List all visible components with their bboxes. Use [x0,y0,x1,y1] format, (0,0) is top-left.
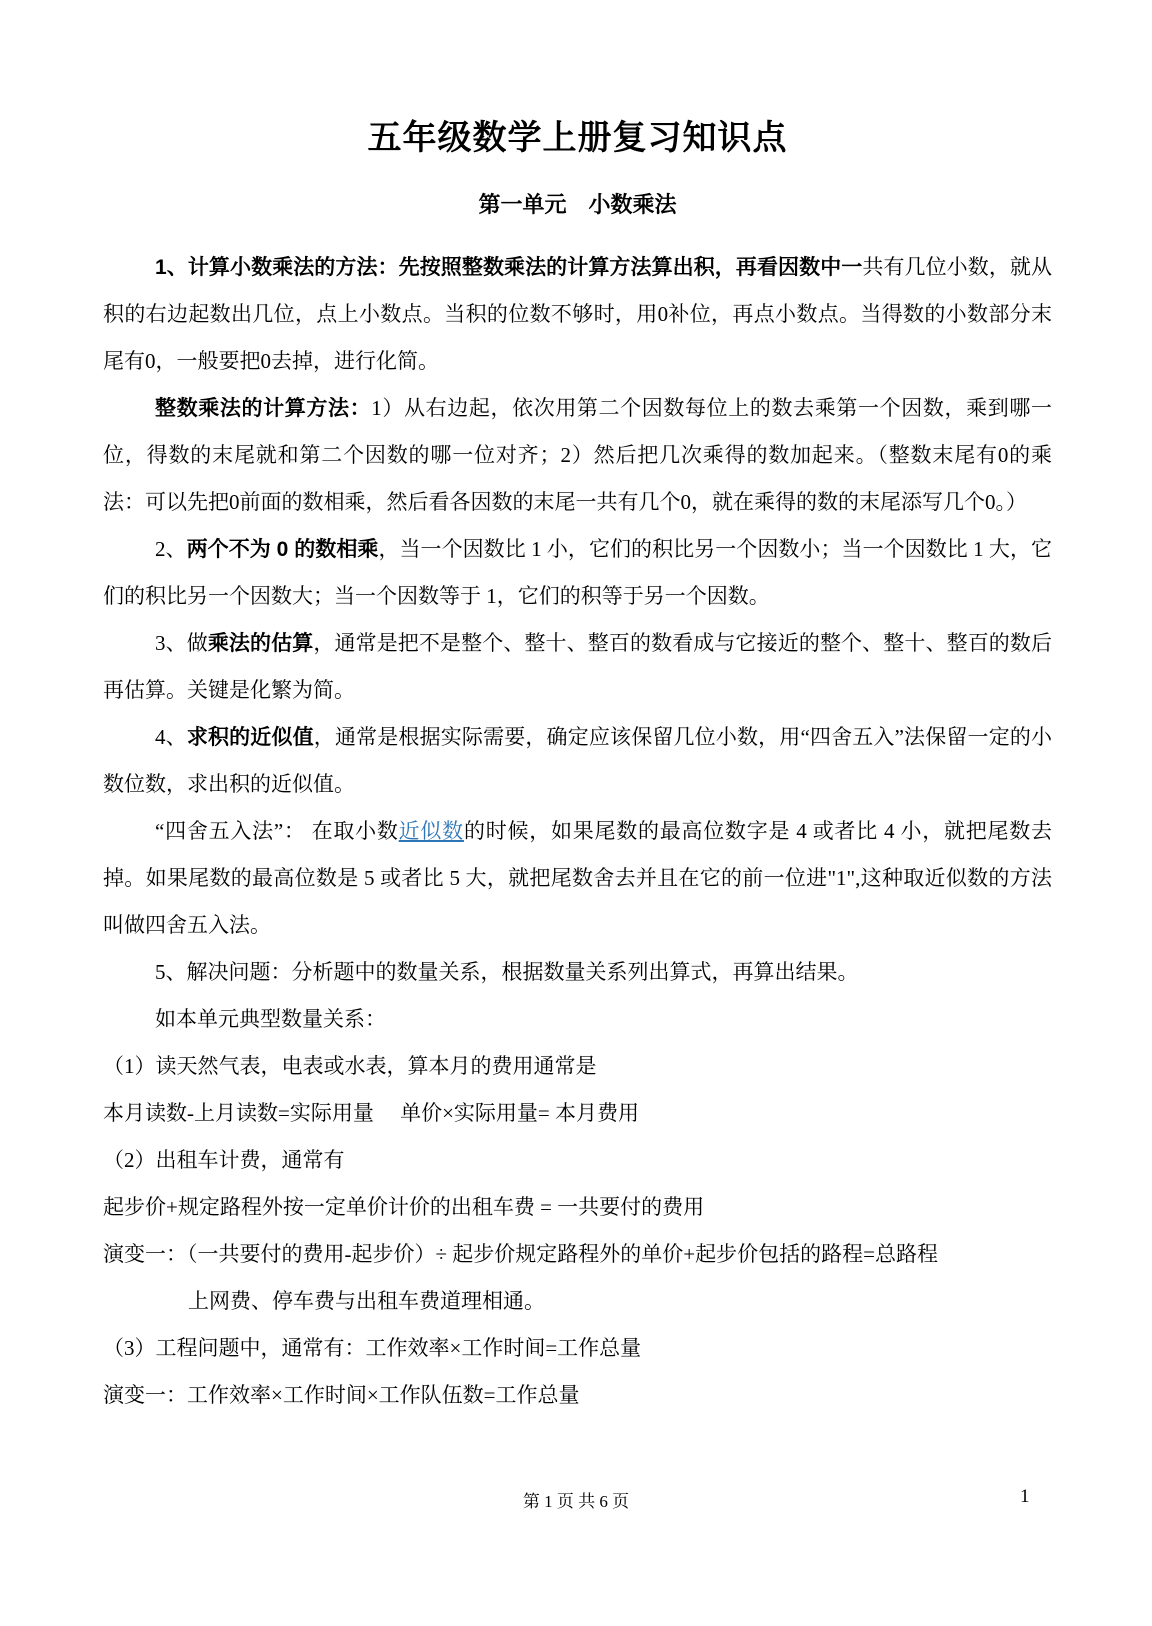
paragraph [103,996,1052,1043]
text-run: 5、解决问题：分析题中的数量关系，根据数量关系列出算式，再算出结果。 [155,960,859,984]
text-run: （1）读天然气表，电表或水表，算本月的费用通常是 [103,1054,597,1078]
bold-run: 求积的近似值 [186,726,314,749]
text-run: ，当一个因数比 1 小，它们的积比另一个因数小；当一个因数比 1 大，它们的积比另一个因数大；当一个因数等于 1，它们的积等于另一个因数。 [103,537,1053,608]
bold-run: 乘法的估算 [207,632,314,655]
text-run: 本月读数-上月读数=实际用量 单价×实际用量= 本月费用 [103,1101,640,1125]
hyperlink-approximate-number[interactable]: 近似数 [398,819,464,843]
paragraph [103,714,1052,808]
text-run: 4、 [155,725,187,749]
paragraph [103,808,1052,949]
text-run: 3、做 [155,631,208,655]
text-run: 演变一：（一共要付的费用-起步价）÷ 起步价规定路程外的单价+起步价包括的路程=总路程 [103,1242,938,1266]
text-run: 起步价+规定路程外按一定单价计价的出租车费 = 一共要付的费用 [103,1195,705,1219]
footer-page-info: 第 1 页 共 6 页 [522,1492,630,1511]
text-run: “四舍五入法”： 在取小数 [155,819,399,843]
text-run: ，通常是把不是整个、整十、整百的数看成与它接近的整个、整十、整百的数后再估算。关键是化繁为简。 [103,631,1053,702]
text-run: ，通常是根据实际需要，确定应该保留几位小数，用“四舍五入”法保留一定的小数位数，求出积的近似值。 [103,725,1053,796]
text-run: （2）出租车计费，通常有 [103,1148,345,1172]
text-run: 如本单元典型数量关系： [155,1007,386,1031]
paragraph [103,1043,1052,1090]
text-run: （3）工程问题中，通常有：工作效率×工作时间=工作总量 [103,1336,642,1360]
text-run: 2、 [155,537,187,561]
bold-run: 整数乘法的计算方法： [155,397,372,420]
text-run: 上网费、停车费与出租车费道理相通。 [188,1289,545,1313]
paragraph [103,1372,1052,1419]
bold-run: 两个不为 0 的数相乘 [186,538,379,561]
paragraph [103,620,1052,714]
document-title: 五年级数学上册复习知识点 [367,119,788,157]
bold-run: 1、计算小数乘法的方法：先按照整数乘法的计算方法算出积，再看因数中一 [155,256,863,279]
paragraph [103,1278,1052,1325]
document-body [103,244,1052,1419]
paragraph [103,1184,1052,1231]
section-heading: 第一单元 小数乘法 [478,192,677,217]
paragraph [103,244,1052,385]
text-run: 的时候，如果尾数的最高位数字是 4 或者比 4 小，就把尾数去掉。如果尾数的最高位数是 5 或者比 5 大，就把尾数舍去并且在它的前一位进"1",这种取近似数的方法叫做四舍五入法。 [103,819,1052,937]
paragraph [103,949,1052,996]
page-number: 1 [1020,1486,1030,1507]
text-run: 演变一：工作效率×工作时间×工作队伍数=工作总量 [103,1383,580,1407]
text-run: 共有几位小数，就从积的右边起数出几位，点上小数点。当积的位数不够时，用0补位，再点小数点。当得数的小数部分末尾有0，一般要把0去掉，进行化简。 [103,255,1052,373]
paragraph [103,1090,1052,1137]
paragraph [103,385,1052,526]
paragraph [103,1137,1052,1184]
paragraph [103,1325,1052,1372]
paragraph [103,526,1052,620]
paragraph [103,1231,1052,1278]
text-run: 1）从右边起，依次用第二个因数每位上的数去乘第一个因数，乘到哪一位，得数的末尾就和第二个因数的哪一位对齐；2）然后把几次乘得的数加起来。（整数末尾有0的乘法：可以先把0前面的数相乘，然后看各因数的末尾一共有几个0，就在乘得的数的末尾添写几个0。） [103,396,1052,514]
